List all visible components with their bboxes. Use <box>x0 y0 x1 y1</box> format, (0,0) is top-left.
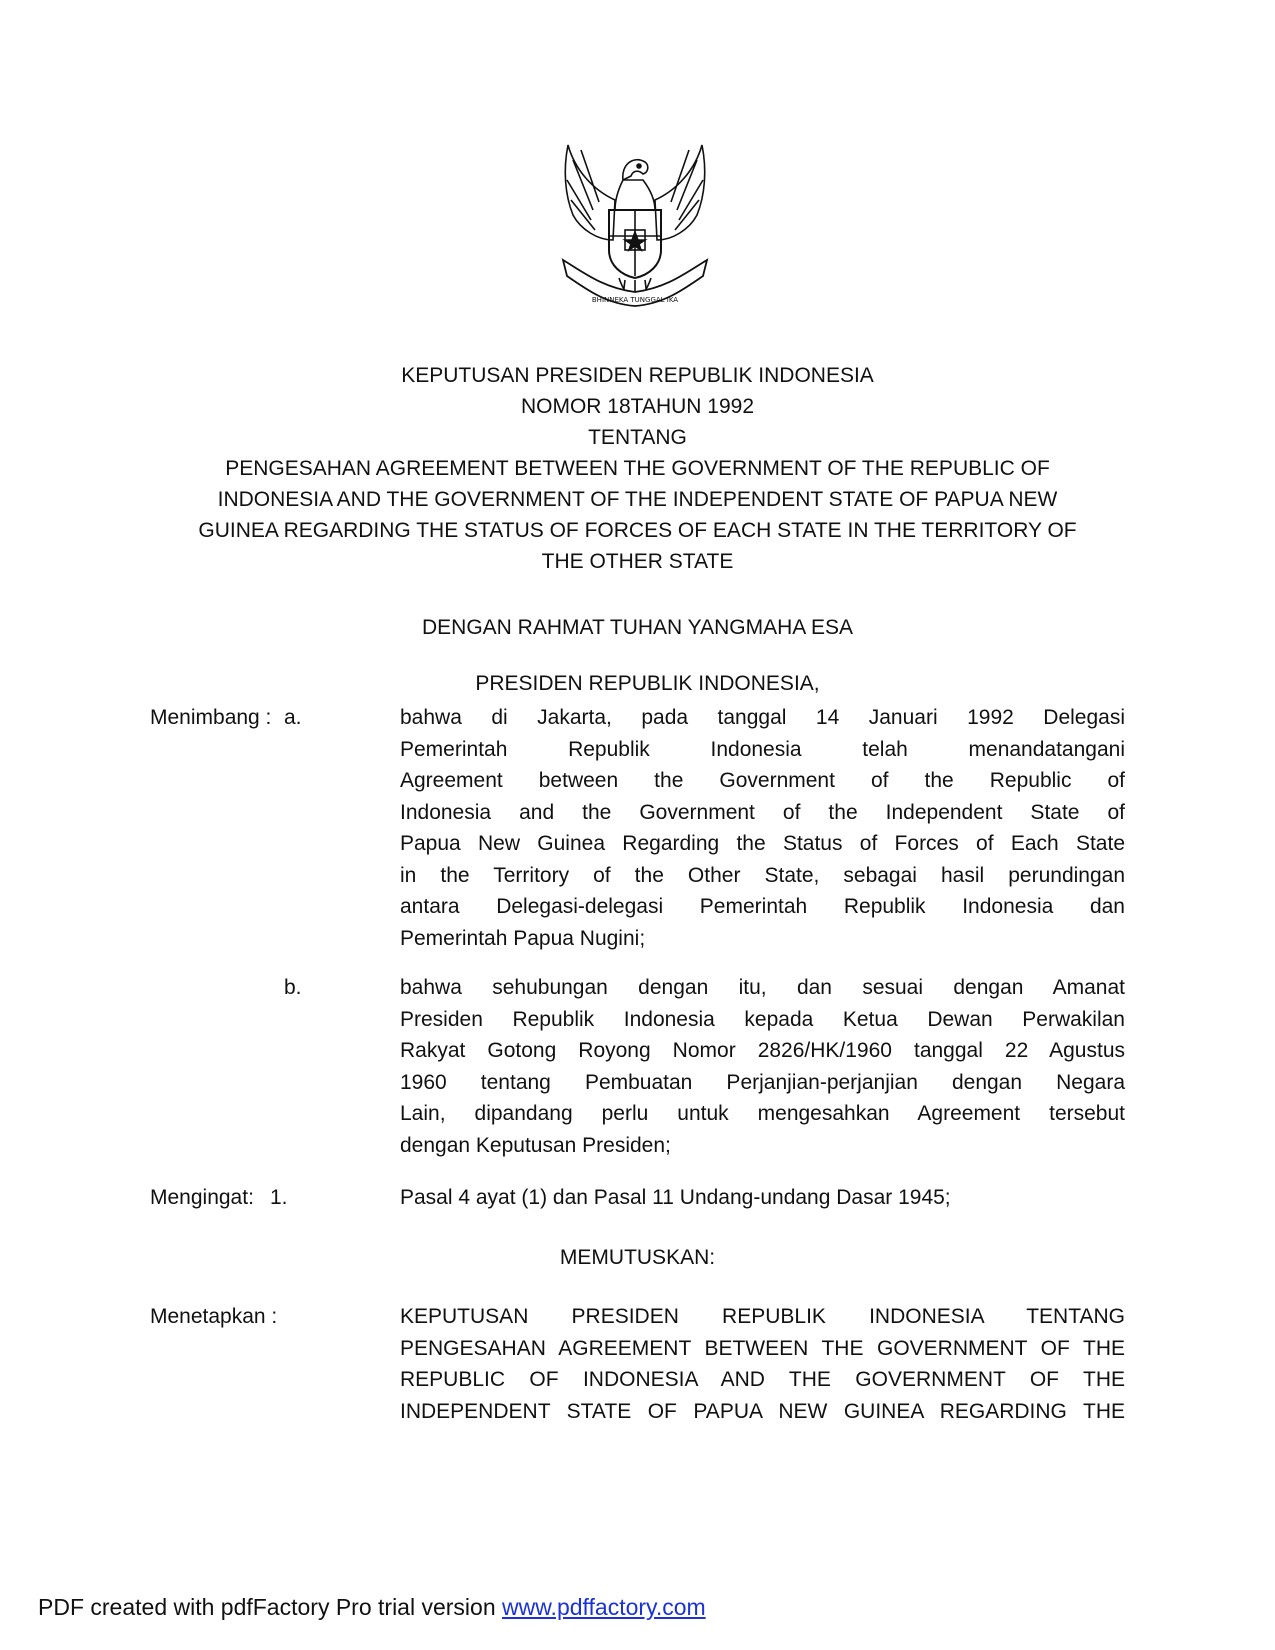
menetapkan-label: Menetapkan : <box>150 1305 278 1328</box>
title-line: PENGESAHAN AGREEMENT BETWEEN THE GOVERNMENT OF THE REPUBLIC OF <box>225 457 1050 480</box>
decree-title <box>0 360 1275 577</box>
body-line: KEPUTUSAN PRESIDEN REPUBLIK INDONESIA TENTANG <box>400 1305 1125 1328</box>
body-line: bahwa sehubungan dengan itu, dan sesuai dengan Amanat <box>400 976 1125 999</box>
menimbang-label: Menimbang : <box>150 706 272 729</box>
item-body <box>400 972 1125 1161</box>
body-line: dengan Keputusan Presiden; <box>400 1133 671 1157</box>
body-line: PENGESAHAN AGREEMENT BETWEEN THE GOVERNMENT OF THE <box>400 1336 1125 1360</box>
mengingat-label: Mengingat: <box>150 1186 254 1209</box>
item-body <box>400 1301 1125 1427</box>
body-line: Agreement between the Government of the Republic of <box>400 769 1125 792</box>
footer-text: PDF created with pdfFactory Pro trial version <box>38 1594 502 1620</box>
president-line: PRESIDEN REPUBLIK INDONESIA, <box>475 672 820 695</box>
body-line: Rakyat Gotong Royong Nomor 2826/HK/1960 tanggal 22 Agustus <box>400 1039 1125 1062</box>
item-marker: 1. <box>270 1186 288 1209</box>
blessing-line: DENGAN RAHMAT TUHAN YANGMAHA ESA <box>422 616 853 639</box>
body-line: bahwa di Jakarta, pada tanggal 14 Januari 1992 Delegasi <box>400 706 1125 729</box>
memutuskan-heading: MEMUTUSKAN: <box>559 1246 716 1269</box>
title-line: GUINEA REGARDING THE STATUS OF FORCES OF EACH STATE IN THE TERRITORY OF <box>198 519 1077 542</box>
body-line: Pemerintah Republik Indonesia telah menandatangani <box>400 737 1125 761</box>
title-line: KEPUTUSAN PRESIDEN REPUBLIK INDONESIA <box>401 364 874 387</box>
emblem-motto: BHINNEKA TUNGGAL IKA <box>591 296 679 304</box>
item-marker: a. <box>284 706 302 729</box>
body-line: Lain, dipandang perlu untuk mengesahkan Agreement tersebut <box>400 1102 1125 1125</box>
body-line: in the Territory of the Other State, sebagai hasil perundingan <box>400 863 1125 887</box>
item-body <box>400 1182 1125 1214</box>
body-line: REPUBLIC OF INDONESIA AND THE GOVERNMENT OF THE <box>400 1368 1125 1391</box>
body-line: Pasal 4 ayat (1) dan Pasal 11 Undang-undang Dasar 1945; <box>400 1186 951 1209</box>
body-line: INDEPENDENT STATE OF PAPUA NEW GUINEA REGARDING THE <box>400 1399 1125 1423</box>
item-body <box>400 702 1125 954</box>
body-line: Pemerintah Papua Nugini; <box>400 926 646 950</box>
title-line: THE OTHER STATE <box>541 550 734 573</box>
pdf-footer <box>38 1594 706 1621</box>
title-line: INDONESIA AND THE GOVERNMENT OF THE INDEPENDENT STATE OF PAPUA NEW <box>217 488 1058 511</box>
title-line: TENTANG <box>588 426 687 449</box>
body-line: 1960 tentang Pembuatan Perjanjian-perjanjian dengan Negara <box>400 1070 1125 1094</box>
title-line: NOMOR 18TAHUN 1992 <box>520 395 754 418</box>
item-marker: b. <box>284 976 302 999</box>
pdffactory-link[interactable]: www.pdffactory.com <box>502 1594 706 1620</box>
body-line: Indonesia and the Government of the Independent State of <box>400 800 1125 824</box>
body-line: antara Delegasi-delegasi Pemerintah Republik Indonesia dan <box>400 895 1125 918</box>
body-line: Presiden Republik Indonesia kepada Ketua Dewan Perwakilan <box>400 1007 1125 1031</box>
garuda-emblem-icon <box>553 140 717 320</box>
body-line: Papua New Guinea Regarding the Status of Forces of Each State <box>400 832 1125 855</box>
